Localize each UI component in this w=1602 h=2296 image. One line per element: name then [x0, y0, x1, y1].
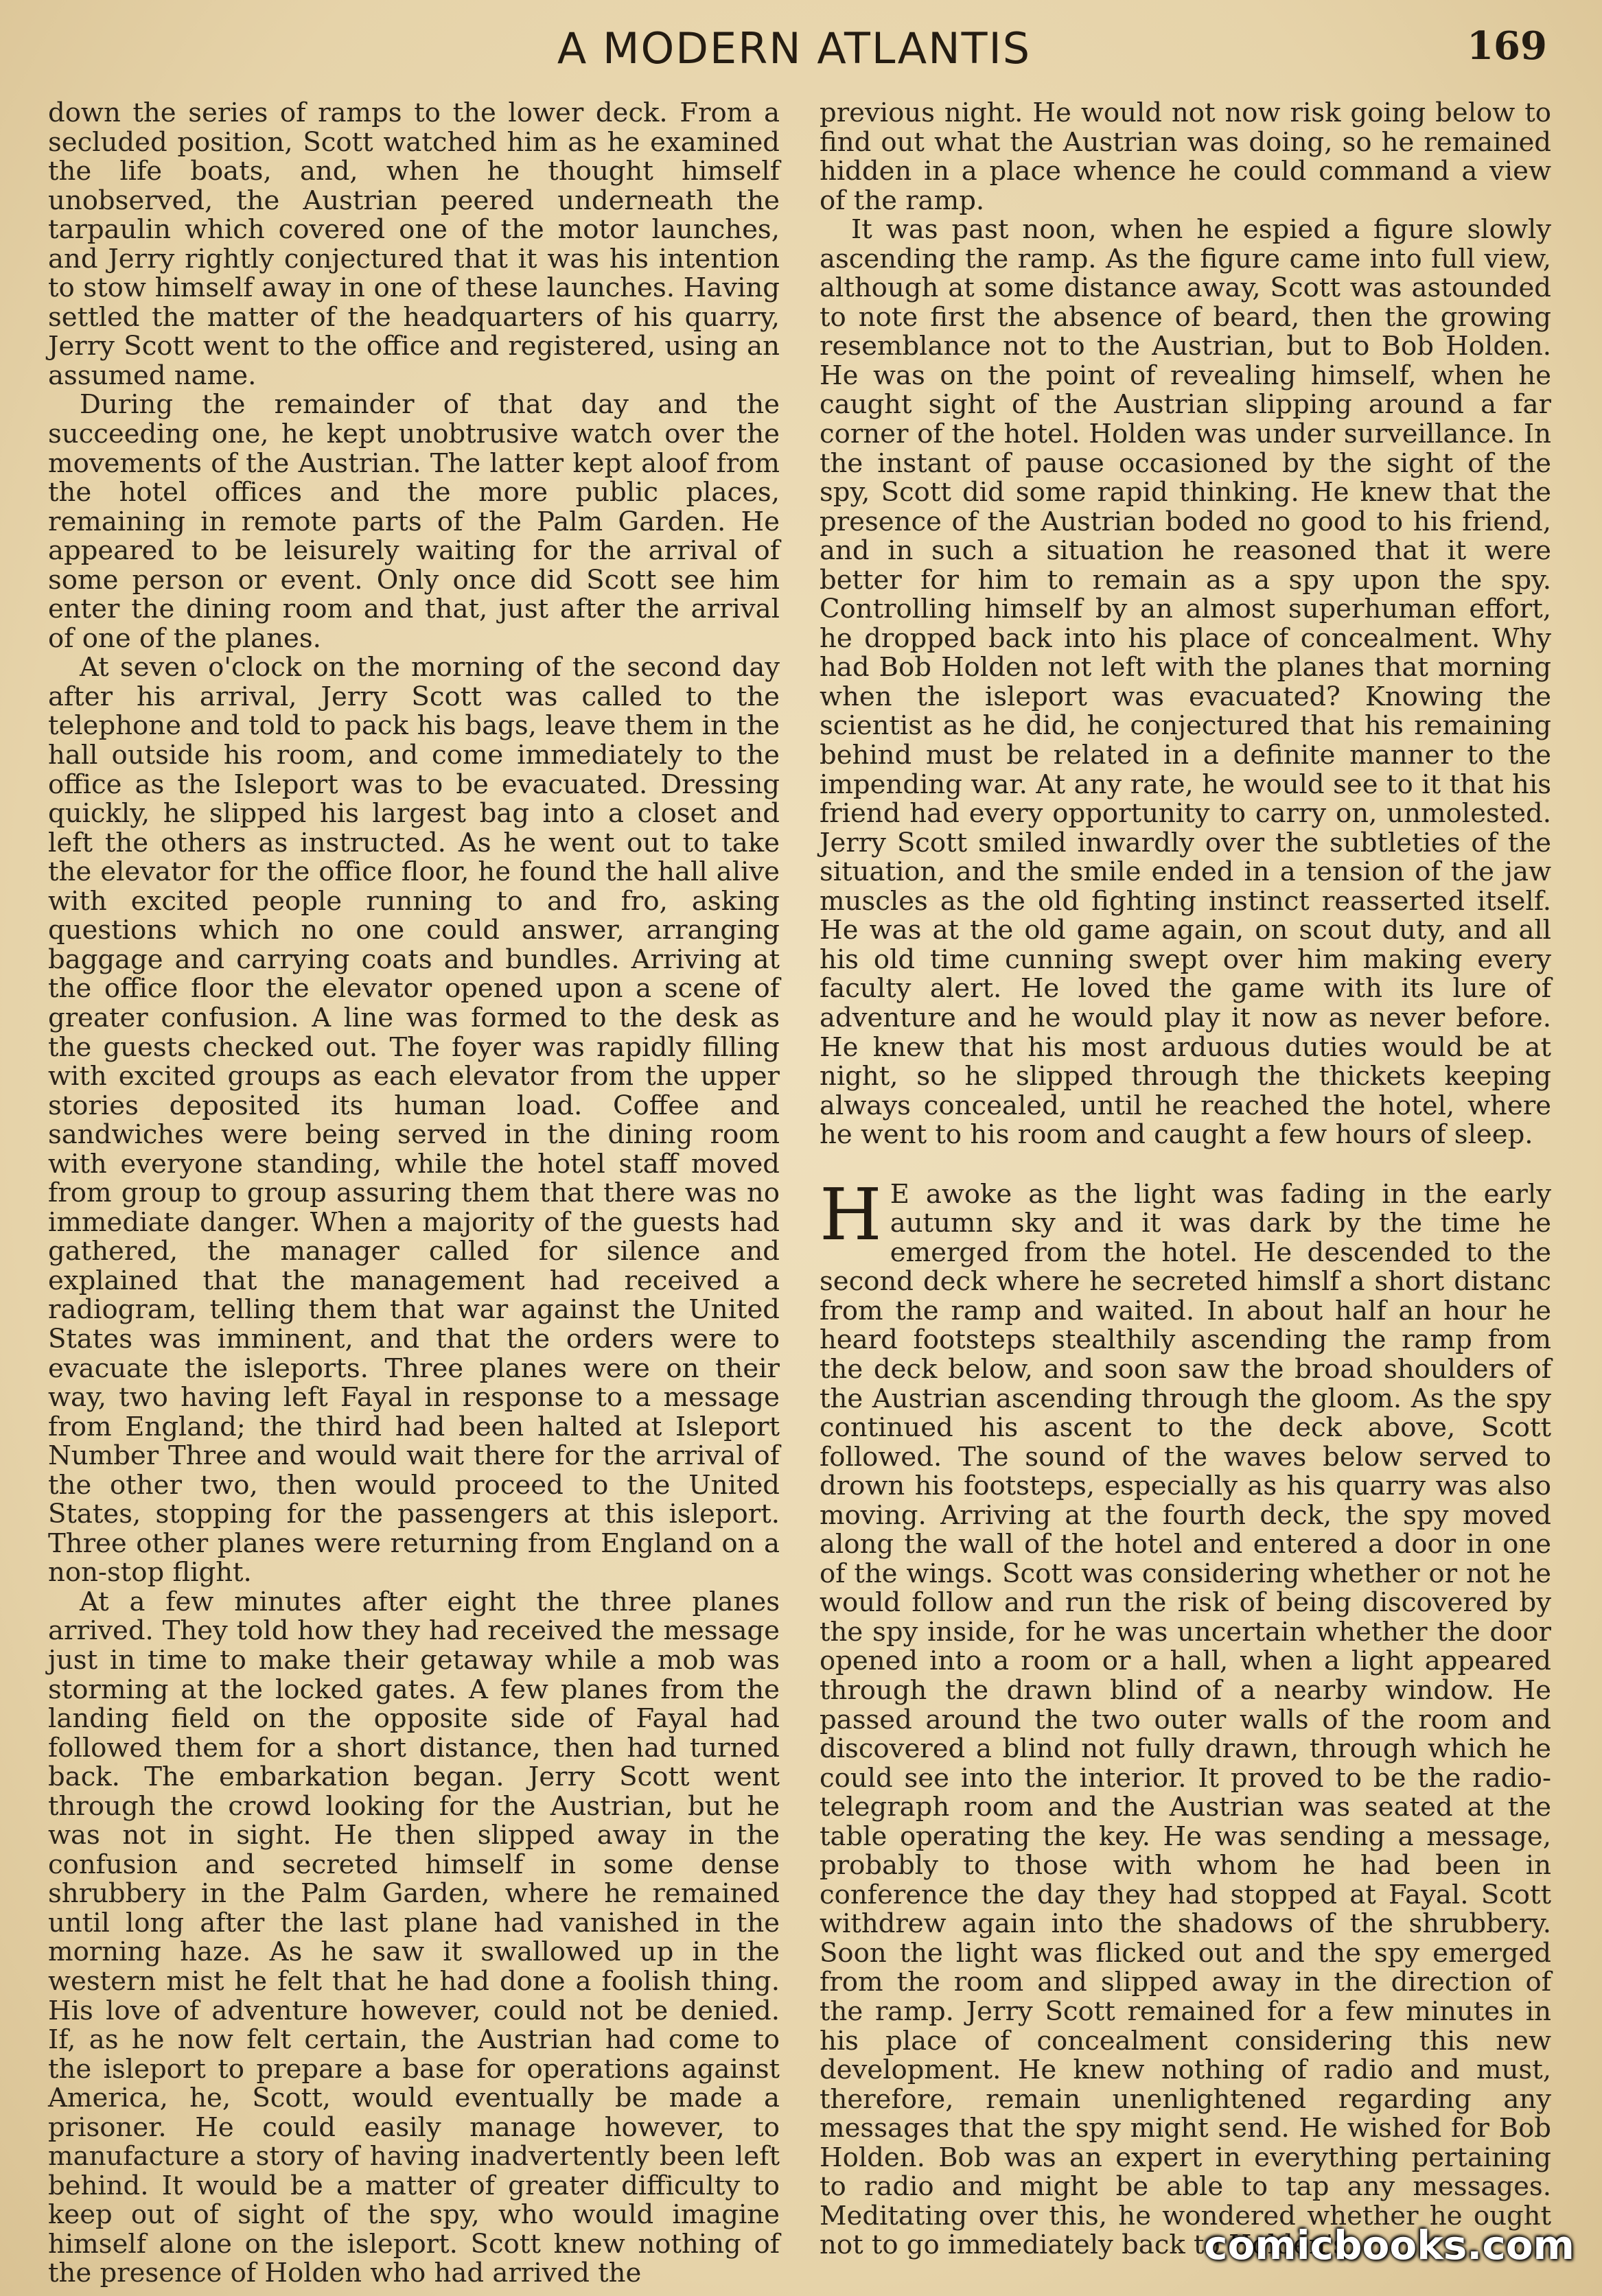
paragraph: During the remainder of that day and the succeeding one, he kept unobtrusive watch over the movements of the Austrian. The latter kept aloof from the hotel offices and the more public places, remaining in remote parts of the Palm Garden. He appeared to be leisurely waiting for the arrival of some person or event. Only once did Scott see him enter the dining room and that, just after the arrival of one of the planes. [48, 389, 780, 654]
paragraph: It was past noon, when he espied a figure slowly ascending the ramp. As the figure came into full view, although at some distance away, Scott was astounded to note first the absence of beard, then the growing resemblance not to the Austrian, but to Bob Holden. He was on the point of revealing himself, when he caught sight of the Austrian slipping around a far corner of the hotel. Holden was under surveillance. In the instant of pause occasioned by the sight of the spy, Scott did some rapid thinking. He knew that the presence of the Austrian boded no good to his friend, and in such a situation he reasoned that it were better for him to remain as a spy upon the spy. Controlling himself by an almost superhuman effort, he dropped back into his place of concealment. Why had Bob Holden not left with the planes that morning when the isleport was evacuated? Knowing the scientist as he did, he conjectured that his remaining behind must be related in a definite manner to the impending war. At any rate, he would see to it that his friend had every opportunity to carry on, unmolested. Jerry Scott smiled inwardly over the subtleties of the situation, and the smile ended in a tension of the jaw muscles as the old fighting instinct reasserted itself. He was at the old game again, on scout duty, and all his old time cunning swept over him making every faculty alert. He loved the game with its lure of adventure and he would play it now as never before. He knew that his most arduous duties would be at night, so he slipped through the thickets keeping always concealed, until he reached the hotel, where he went to his room and caught a few hours of sleep. [820, 214, 1551, 1151]
paragraph: previous night. He would not now risk going below to find out what the Austrian was doing, so he remained hidden in a place whence he could command a view of the ramp. [820, 97, 1551, 216]
page-number: 169 [1467, 23, 1547, 69]
right-column [820, 99, 1551, 2260]
paragraph: At a few minutes after eight the three planes arrived. They told how they had received the message just in time to make their getaway while a mob was storming at the locked gates. A few planes from the landing field on the opposite side of Fayal had followed them for a short distance, then had turned back. The embarkation began. Jerry Scott went through the crowd looking for the Austrian, but he was not in sight. He then slipped away in the confusion and secreted himself in some dense shrubbery in the Palm Garden, where he remained until long after the last plane had vanished in the morning haze. As he saw it swallowed up in the western mist he felt that he had done a foolish thing. His love of adventure however, could not be denied. If, as he now felt certain, the Austrian had come to the isleport to prepare a base for operations against America, he, Scott, would eventually be made a prisoner. He could easily manage however, to manufacture a story of having inadvertently been left behind. It would be a matter of greater difficulty to keep out of sight of the spy, who would imagine himself alone on the isleport. Scott knew nothing of the presence of Holden who had arrived the [48, 1586, 780, 2289]
dropcap-paragraph [820, 1172, 1551, 2261]
page-header [41, 19, 1547, 81]
paragraph: down the series of ramps to the lower deck. From a secluded position, Scott watched him as he examined the life boats, and, when he thought himself unobserved, the Austrian peered underneath the tarpaulin which covered one of the motor launches, and Jerry rightly conjectured that it was his intention to stow himself away in one of these launches. Having settled the matter of the headquarters of his quarry, Jerry Scott went to the office and registered, using an assumed name. [48, 97, 780, 391]
watermark: comicbooks.com [1204, 2222, 1575, 2269]
left-column [48, 99, 780, 2288]
running-title: A MODERN ATLANTIS [557, 23, 1032, 73]
drop-cap-letter: H [820, 1172, 882, 1256]
paragraph: At seven o'clock on the morning of the second day after his arrival, Jerry Scott was called to the telephone and told to pack his bags, leave them in the hall outside his room, and come immediately to the office as the Isleport was to be evacuated. Dressing quickly, he slipped his largest bag into a closet and left the others as instructed. As he went out to take the elevator for the office floor, he found the hall alive with excited people running to and fro, asking questions which no one could answer, arranging baggage and carrying coats and bundles. Arriving at the office floor the elevator opened upon a scene of greater confusion. A line was formed to the desk as the guests checked out. The foyer was rapidly filling with excited groups as each elevator from the upper stories deposited its human load. Coffee and sandwiches were being served in the dining room with everyone standing, while the hotel staff moved from group to group assuring them that there was no immediate danger. When a majority of the guests had gathered, the manager called for silence and explained that the management had received a radiogram, telling them that war against the United States was imminent, and that the orders were to evacuate the isleports. Three planes were on their way, two having left Fayal in response to a message from England; the third had been halted at Isleport Number Three and would wait there for the arrival of the other two, then would proceed to the United States, stopping for the passengers at this isleport. Three other planes were returning from England on a non-stop flight. [48, 652, 780, 1589]
paragraph-text: E awoke as the light was fading in the early autumn sky and it was dark by the time he emerged from the hotel. He descended to the second deck where he secreted himslf a short distanc from the ramp and waited. In about half an hour he heard footsteps stealthily ascending the ramp from the deck below, and soon saw the broad shoulders of the Austrian ascending through the gloom. As the spy continued his ascent to the deck above, Scott followed. The sound of the waves below served to drown his footsteps, especially as his quarry was also moving. Arriving at the fourth deck, the spy moved along the wall of the hotel and entered a door in one of the wings. Scott was considering whether or not he would follow and run the risk of being discovered by the spy inside, for he was uncertain whether the door opened into a room or a hall, when a light appeared through the drawn blind of a nearby window. He passed around the two outer walls of the room and discovered a blind not fully drawn, through which he could see into the interior. It proved to be the radio-telegraph room and the Austrian was seated at the table operating the key. He was sending a message, probably to those with whom he had been in conference the day they had stopped at Fayal. Scott withdrew again into the shadows of the shrubbery. Soon the light was flicked out and the spy emerged from the room and slipped away in the direction of the ramp. Jerry Scott remained for a few minutes in his place of concealment considering this new development. He knew nothing of radio and must, therefore, remain unenlightened regarding any messages that the spy might send. He wished for Bob Holden. Bob was an expert in everything pertaining to radio and might be able to tap any messages. Meditating over this, he wondered whether he ought not to go immediately back to Holden's [820, 1178, 1551, 2261]
